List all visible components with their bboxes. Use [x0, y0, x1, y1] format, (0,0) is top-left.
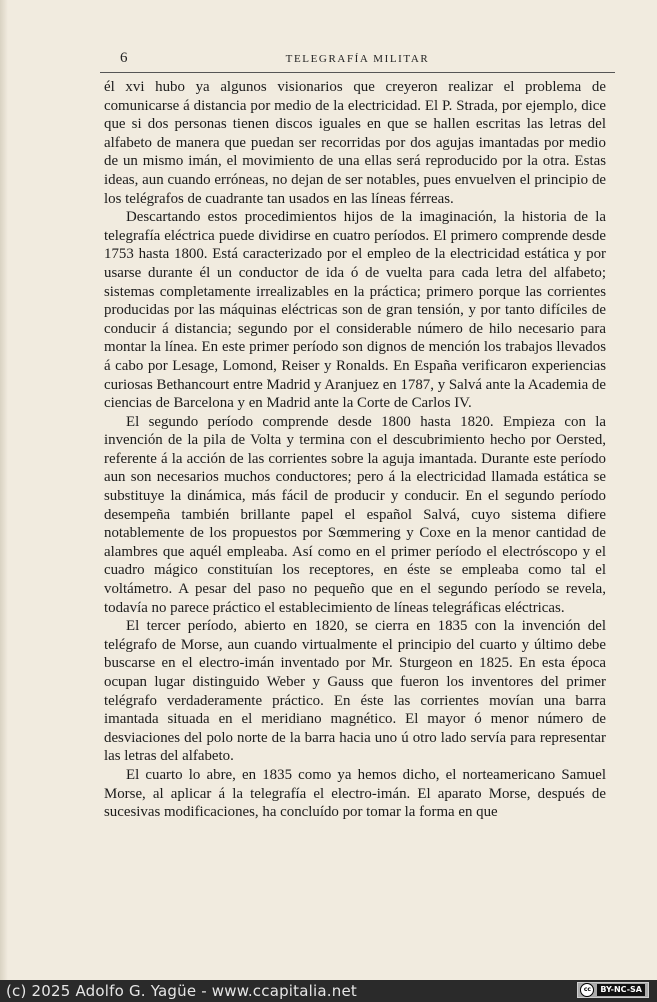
paragraph-4: El tercer período, abierto en 1820, se cierra en 1835 con la invención del telégrafo de Morse, aun cuando virtualmente el principio del cuarto y último debe buscarse en el electro-imán inventado por Mr. Sturgeon en 1825. En esta época ocupan lugar distinguido Weber y Gauss que fueron los inventores del primer telégrafo verdaderamente práctico. En éste las corrientes movían una barra imantada situada en el meridiano magnético. El mayor ó menor número de desviaciones del polo norte de la barra hacia uno ú otro lado servía para representar las letras del alfabeto. — [104, 618, 606, 765]
watermark-bar — [0, 980, 657, 1002]
license-terms: BY-NC-SA — [597, 984, 645, 996]
page-edge-shadow — [0, 0, 8, 1002]
running-title: TELEGRAFÍA MILITAR — [285, 53, 430, 65]
page-header — [100, 50, 615, 72]
paragraph-2: Descartando estos procedimientos hijos de la imaginación, la historia de la telegrafía eléctrica puede dividirse en cuatro períodos. El primero comprende desde 1753 hasta 1800. Está caracterizado por el empleo de la electricidad estática y por usarse durante él un conductor de ida ó de vuelta para cada letra del alfabeto; sistemas completamente irrealizables en la práctica; primero porque las corrientes producidas por las máquinas eléctricas son de gran tensión, y por tanto difíciles de conducir á distancia; segundo por el considerable número de hilo necesario para montar la línea. En este primer período son dignos de mención los trabajos llevados á cabo por Lesage, Lomond, Reiser y Ronalds. En España verificaron experiencias curiosas Bethancourt entre Madrid y Aranjuez en 1787, y Salvá ante la Academia de ciencias de Barcelona y en Madrid ante la Corte de Carlos IV. — [104, 209, 606, 412]
paragraph-5: El cuarto lo abre, en 1835 como ya hemos dicho, el norteamericano Samuel Morse, al aplicar á la telegrafía el electro-imán. El aparato Morse, después de sucesivas modificaciones, ha concluído por tomar la forma en que — [104, 766, 606, 821]
watermark-text: (c) 2025 Adolfo G. Yagüe - www.ccapitalia.net — [6, 982, 357, 1000]
paragraph-1: él xvi hubo ya algunos visionarios que creyeron realizar el problema de comunicarse á distancia por medio de la electricidad. El P. Strada, por ejemplo, dice que si dos personas tienen discos iguales en que se hallen escritas las letras del alfabeto de manera que puedan ser recorridas por dos agujas imantadas por medio de un mismo imán, el movimiento de una ellas será reproducido por la otra. Estas ideas, aun cuando erróneas, no dejan de ser notables, pues envuelven el principio de los telégrafos de cuadrante tan usados en las líneas férreas. — [104, 79, 606, 207]
page-number: 6 — [120, 50, 128, 66]
cc-icon: cc — [580, 983, 594, 997]
body-text — [104, 78, 606, 822]
header-rule — [100, 72, 615, 73]
cc-license-badge[interactable] — [577, 982, 649, 998]
paragraph-3: El segundo período comprende desde 1800 hasta 1820. Empieza con la invención de la pila de Volta y termina con el descubrimiento hecho por Oersted, referente á la acción de las corrientes sobre la aguja imantada. Durante este período aun son necesarios muchos conductores; pero á la electricidad llamada estática se substituye la dinámica, más fácil de producir y conducir. En el segundo período desempeña también brillante papel el español Salvá, cuyo sistema difiere notablemente de los propuestos por Sœmmering y Coxe en la menor cantidad de alambres que aquél empleaba. Así como en el primer período el electróscopo y el cuadro mágico constituían los receptores, en éste se empleaba como tal el voltámetro. A pesar del paso no pequeño que en el segundo período se revela, todavía no parece práctico el establecimiento de líneas telegráficas eléctricas. — [104, 413, 606, 616]
